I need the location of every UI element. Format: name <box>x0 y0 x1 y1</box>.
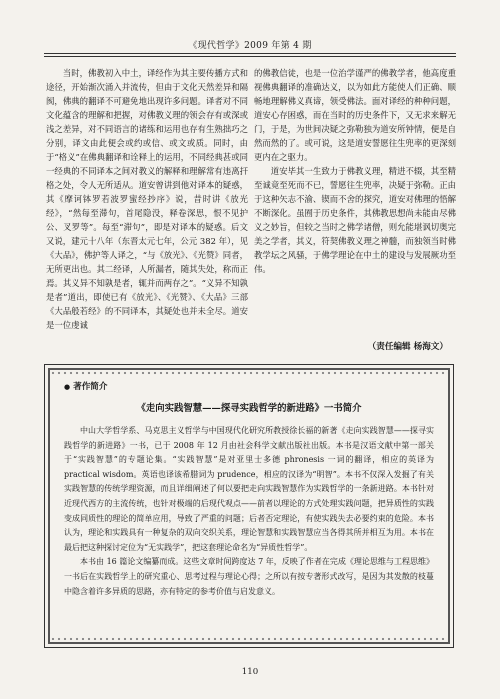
dotted-border-top <box>50 370 448 376</box>
left-column <box>46 66 248 332</box>
page-number: 110 <box>241 667 259 677</box>
header-rule <box>44 53 456 54</box>
dotted-border-bottom <box>50 636 448 642</box>
header-rule-thin <box>44 56 456 57</box>
paragraph: 本书由 16 篇论文编纂而成。这些文章时间跨度达 7 年，反映了作者在完成《理论思维与工程思维》一书后在实践哲学上的研究重心、思考过程与理论心得；之所以有按专著形式改写，是因为其发散的枝蔓中隐含着许多异质的思路，亦有特定的参考价值与启发意义。 <box>64 557 434 596</box>
book-intro-title: 《走向实践智慧——探寻实践哲学的新进路》一书简介 <box>136 403 362 414</box>
book-intro-frame <box>48 368 450 644</box>
bullet-icon: ● <box>64 382 71 391</box>
section-label <box>64 380 108 392</box>
book-intro-box <box>44 364 454 648</box>
right-column <box>254 66 456 276</box>
book-intro-body <box>64 424 434 599</box>
section-label-text: 著作简介 <box>73 382 108 392</box>
paragraph: 道安毕其一生致力于佛教义理，精进不辍，其至精至诚竟至死而不已，誓愿往生兜率，决疑于弥勒。正由于这种矢志不渝、锲而不舍的探究，道安对佛理的悟解不断深化。虽囿于历史条件，其佛教思想尚未能由尽佛义之妙旨，但较之当时之佛学诸僧，则允能堪讽切奥完美之学者，其义，符契佛教义理之神髓，而独领当时佛教学坛之风骚，于佛学理论在中土的建设与发展厥功至伟。 <box>254 166 456 274</box>
journal-header: 《现代哲学》2009 年第 4 期 <box>188 41 312 51</box>
editor-credit: （责任编辑 杨海文） <box>367 342 448 352</box>
paragraph: 的佛教信徒，也是一位治学谨严的佛教学者，他高度重视佛典翻译的准确达义，以为如此方能使人们正确、顺畅地理解佛义真谛，领受佛法。面对译经的种种问题，道安心存困惑，而在当时的历史条件下，又无求来解无门，于是，为世间决疑之弥勒独为道安所钟情，便是自然而然的了。或可说，这是道安誓愿往生兜率的更深刻更内在之驱力。 <box>254 68 456 162</box>
paragraph: 当时，佛教初入中土，译经作为其主要传播方式和途径，开始渐次涌入并流传，但由于文化天然差异和隔阂，佛典的翻译不可避免地出现许多问题。译者对不同文化蕴含的理解和把握，对佛教义理的领会存有或深或浅之差异，对不同语言的诸练和运用也存有生熟拙巧之分别，译文由此便会或约或信、或文或质。同时，由于“格义”在佛典翻译和诠释上的运用，不同经典甚或同一经典的不同译本之间对教义的解释和理解常有违离扞格之处，令人无所适从。道安曾讲到他对译本的疑惑，其《摩诃钵罗若波罗蜜经抄序》说，昔时讲《放光经》，“然每至滞句，首尾隐没，释卷深思，恨不见护公、叉罗等”。每至“滞句”，即是对译本的疑惑。后文又说，建元十八年（东晋太元七年，公元 382 年），见《大品》，佛护等人译之，“与《放光》、《光赞》同者，无所更出也。其二经译，人所漏者，随其失处，称而正焉。其义异不知孰是者，辄并而两存之”。“义异不知孰是者”道出，即使已有《放光》、《光赞》、《大品》三部《大品般若经》的不同译本，其疑处也并未全尽。道安是一位虔诚 <box>46 68 248 330</box>
paragraph: 中山大学哲学系、马克思主义哲学与中国现代化研究所教授徐长福的新著《走向实践智慧——探寻实践哲学的新进路》一书，已于 2008 年 12 月由社会科学文献出版社出版。本书是汉语文献中第一部关于“实践智慧”的专题论集。“实践智慧”是对亚里士多德 phronesis 一词的翻译，相应的英译为 practical wisdom。英语也译该希腊词为 prudence，相应的汉译为“明智”。本书不仅深入发掘了有关实践智慧的传统学理资源，而且详细阐述了何以要把走向实践智慧作为实践哲学的一条新进路。本书针对近现代西方的主流传统，也针对极端的后现代观点——前者以理论的方式处理实践问题，把异质性的实践变成同质性的理论的简单应用，导致了严重的问题；后者否定理论，有使实践失去必要约束的危险。本书认为，理论和实践具有一种复杂的双向交织关系，理论智慧和实践智慧应当各得其所并相互为用。本书在最后把这种探讨定位为“无实践学”，把这套理论命名为“异质性哲学”。 <box>64 426 434 552</box>
